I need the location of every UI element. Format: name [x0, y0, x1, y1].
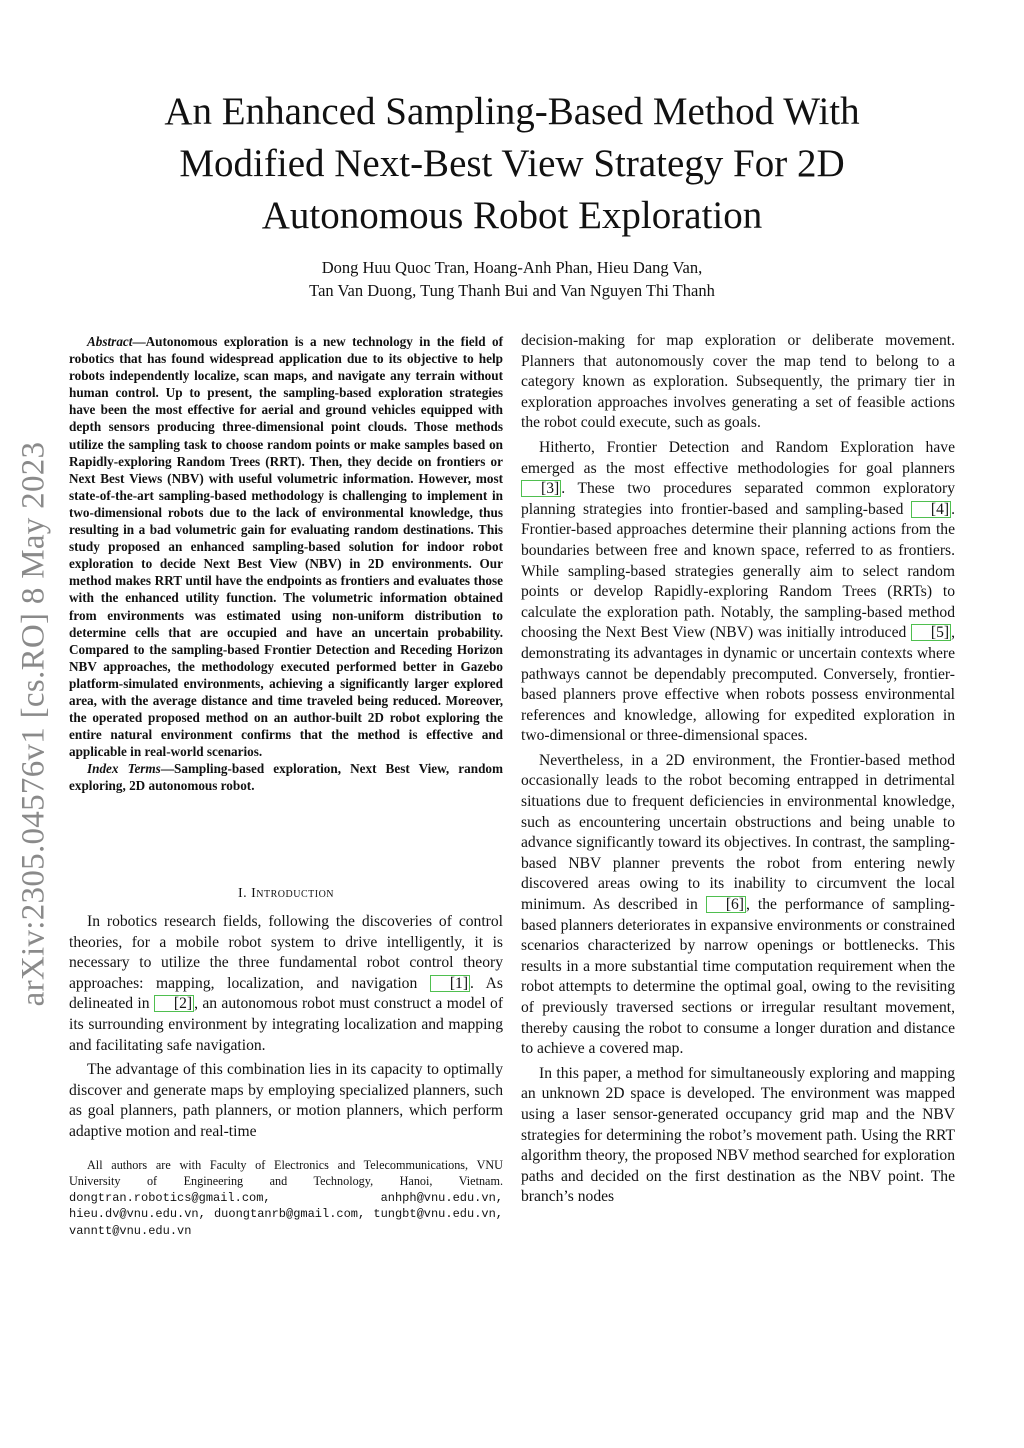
section-heading-introduction [69, 886, 503, 902]
paragraph [521, 438, 955, 747]
footnote-text: All authors are with Faculty of Electronics and Telecommunications, VNU University of Engineering and Technology, Hanoi, Vietnam. [69, 1158, 503, 1188]
citation-link[interactable]: [1] [430, 975, 470, 992]
abstract-text: —Autonomous exploration is a new technology in the field of robotics that has found widespread application due to its objective to help robots independently localize, scan maps, and navigate any terrain without human control. Up to present, the sampling-based exploration strategies have been the most effective for aerial and ground vehicles equipped with depth sensors producing three-dimensional point clouds. Those methods utilize the sampling task to choose random points or make samples based on Rapidly-exploring Random Trees (RRT). Then, they decide on frontiers or Next Best Views (NBV) with useful volumetric information. However, most state-of-the-art sampling-based methodology is challenging to implement in two-dimensional robots due to the lack of environmental knowledge, thus resulting in a bad volumetric gain for evaluating random destinations. This study proposed an enhanced sampling-based solution for indoor robot exploration to decide Next Best View (NBV) in 2D environments. Our method makes RRT until have the endpoints as frontiers and evaluates those with the enhanced utility function. The volumetric information obtained from environments was estimated using non-uniform distribution to determine cells that are occupied and have an uncertain probability. Compared to the sampling-based Frontier Detection and Receding Horizon NBV approaches, the methodology executed performed better in Gazebo platform-simulated environments, achieving a significantly larger explored area, with the average distance and time traveled being reduced. Moreover, the operated proposed method on an author-built 2D robot exploring the entire natural environment confirms that the method is effective and applicable in real-world scenarios. [69, 334, 503, 760]
paragraph-text: . As delineated in [69, 974, 503, 1013]
paragraph-text: Nevertheless, in a 2D environment, the Frontier-based method occasionally leads to the robot becoming entrapped in detrimental situations due to frequent deficiencies in environmental knowledge, such as encountering uncertain obstructions and being unable to advance significantly toward its objectives. In contrast, the sampling-based NBV planner prevents the robot from entering newly discovered areas owing to its inability to circumvent the local minimum. As described in [521, 751, 955, 914]
introduction-body [69, 912, 503, 1143]
title-line: An Enhanced Sampling-Based Method With [164, 90, 860, 133]
title-line: Modified Next-Best View Strategy For 2D [179, 142, 845, 185]
citation-link[interactable]: [4] [911, 501, 951, 518]
paragraph: In this paper, a method for simultaneously exploring and mapping an unknown 2D space is developed. The environment was mapped using a laser sensor-generated occupancy grid map and the NBV strategies for determining the robot’s movement path. Using the RRT algorithm theory, the proposed NBV method searched for exploration paths and decided on the first destination as the NBV point. The branch’s nodes [521, 1064, 955, 1206]
abstract-label: Abstract [87, 334, 133, 349]
author-line: Dong Huu Quoc Tran, Hoang-Anh Phan, Hieu Dang Van, [321, 258, 703, 277]
abstract [69, 333, 503, 795]
paragraph-text: , demonstrating its advantages in dynamic or uncertain contexts where pathways cannot be dependably precomputed. Conversely, frontier-based planners prove effective when robots possess environmental references and knowledge, allowing for expedited exploration in two-dimensional or three-dimensional spaces. [521, 624, 955, 745]
author-affiliation-footnote [69, 1158, 503, 1240]
paragraph: The advantage of this combination lies in its capacity to optimally discover and generate maps by employing specialized planners, such as goal planners, path planners, or motion planners, which perform adaptive motion and real-time [69, 1061, 503, 1140]
author-line: Tan Van Duong, Tung Thanh Bui and Van Nguyen Thi Thanh [309, 281, 715, 300]
paragraph-text: , an autonomous robot must construct a model of its surrounding environment by integrating localization and mapping and facilitating safe navigation. [69, 995, 504, 1054]
paragraph: decision-making for map exploration or deliberate movement. Planners that autonomously cover the map tend to belong to a category known as exploration. Subsequently, the primary tier in exploration approaches involves generating a set of feasible actions the robot could execute, such as goals. [521, 332, 955, 432]
citation-link[interactable]: [2] [154, 995, 194, 1012]
index-terms [69, 760, 503, 794]
paragraph-text: Hitherto, Frontier Detection and Random Exploration have emerged as the most effective methodologies for goal planners [521, 438, 955, 477]
index-terms-text: —Sampling-based exploration, Next Best View, random exploring, 2D autonomous robot. [69, 761, 504, 794]
author-emails: dongtran.robotics@gmail.com, anhph@vnu.edu.vn, hieu.dv@vnu.edu.vn, duongtanrb@gmail.com, tungbt@vnu.edu.vn, vanntt@vnu.edu.vn [69, 1190, 503, 1239]
paragraph [521, 751, 955, 1060]
paragraph-text: . Frontier-based approaches determine their planning actions from the boundaries between free and known space, referred to as frontiers. While sampling-based strategies generally aim to select random points or develop Rapidly-exploring Random Trees (RRTs) to calculate the exploration path. Notably, the sampling-based method choosing the Next Best View (NBV) was initially introduced [521, 500, 955, 642]
citation-link[interactable]: [6] [706, 896, 746, 913]
paragraph [69, 912, 503, 1056]
citation-link[interactable]: [5] [911, 624, 951, 641]
section-title: Introduction [251, 886, 335, 901]
citation-link[interactable]: [3] [521, 480, 561, 497]
paper-title [110, 86, 914, 242]
title-line: Autonomous Robot Exploration [261, 194, 763, 237]
abstract-body [69, 333, 503, 760]
index-terms-label: Index Terms [87, 761, 161, 777]
author-list [150, 256, 874, 302]
arxiv-identifier: arXiv:2305.04576v1 [cs.RO] 8 May 2023 [15, 441, 52, 1007]
paragraph-text: In robotics research fields, following the discoveries of control theories, for a mobile robot system to drive intelligently, it is necessary to utilize the three fundamental robot control theory approaches: mapping, localization, and navigation [69, 913, 503, 992]
paragraph-text: , the performance of sampling-based planners deteriorates in expansive environments or constrained scenarios characterized by narrow openings or bottlenecks. This results in a more substantial time computation requirement when the robot attempts to determine the optimal goal, owing to the revisiting of previously traversed sections or irregular resultant movement, thereby causing the robot to consume a longer duration and distance to achieve a covered map. [521, 896, 955, 1058]
section-number: I. [237, 886, 248, 901]
paragraph-text: . These two procedures separated common exploratory planning strategies into frontier-based and sampling-based [521, 480, 955, 518]
right-column [521, 331, 955, 1208]
